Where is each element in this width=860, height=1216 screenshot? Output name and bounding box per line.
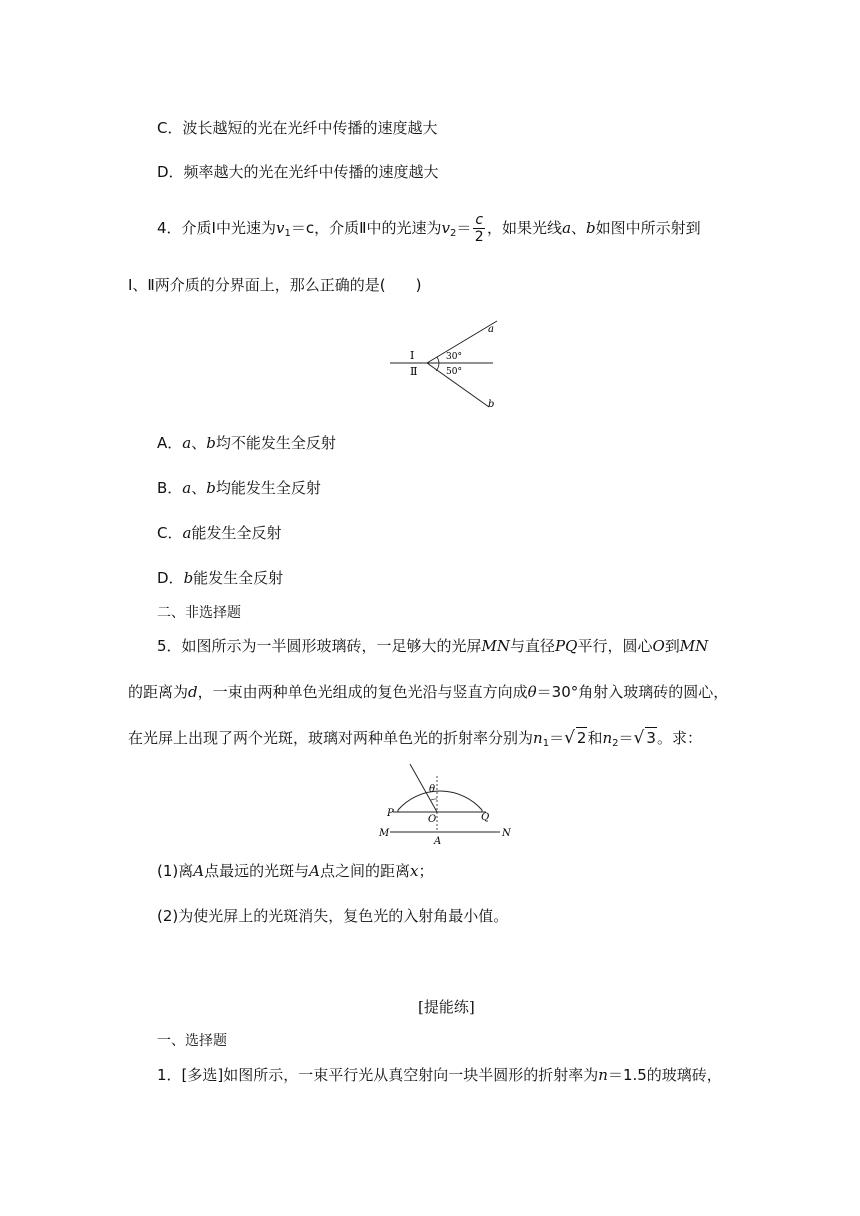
q5-line1 bbox=[157, 636, 708, 656]
q5-fig-m: M bbox=[379, 828, 390, 839]
q5-sub2: (2)为使光屏上的光斑消失，复色光的入射角最小值。 bbox=[157, 907, 509, 925]
q5-l3-end: 。求： bbox=[656, 729, 702, 747]
q4-mid: ，如果光线 bbox=[487, 219, 563, 237]
q5-l2-b: ，一束由两种单色光组成的复色光沿与竖直方向成 bbox=[197, 683, 528, 701]
q4-v1: v bbox=[275, 219, 285, 237]
q4-v1-sub: 1 bbox=[284, 228, 291, 239]
q5-l2-d: 角射入玻璃砖的圆心， bbox=[578, 683, 729, 701]
practice-q1-b: ＝1.5 bbox=[607, 1066, 647, 1084]
q5-fig-o: O bbox=[428, 814, 437, 825]
q4-eq-c: ＝c，介质Ⅱ中的光速为 bbox=[290, 219, 442, 237]
q5-and: 和 bbox=[587, 729, 603, 747]
q5-l2-a: 的距离为 bbox=[128, 683, 189, 701]
q5-a2: A bbox=[309, 862, 320, 880]
q4-opt-b-pre: B． bbox=[157, 479, 183, 497]
q4-option-a bbox=[157, 433, 336, 453]
q5-fig-theta: θ bbox=[429, 784, 436, 795]
q4-fig-ray-a: a bbox=[488, 324, 494, 335]
q4-opt-d-b: b bbox=[183, 569, 194, 587]
q4-opt-c-pre: C． bbox=[157, 524, 183, 542]
q4-opt-a-b: b bbox=[206, 434, 216, 452]
q3-option-c: C．波长越短的光在光纤中传播的速度越大 bbox=[157, 119, 438, 137]
q5-line2 bbox=[128, 682, 728, 702]
q5-theta: θ bbox=[527, 683, 537, 701]
q4-opt-b-end: 均能发生全反射 bbox=[215, 479, 321, 497]
q5-sub1-a: (1)离 bbox=[157, 862, 194, 880]
q4-option-b bbox=[157, 478, 321, 498]
q5-l1-b: 与直径 bbox=[510, 637, 556, 655]
q4-eq: ＝ bbox=[456, 219, 472, 237]
q4-fig-ang2: 50° bbox=[446, 367, 462, 377]
sqrt-icon: √ bbox=[633, 728, 645, 748]
q4-option-d bbox=[157, 568, 283, 588]
q4-opt-a-end: 均不能发生全反射 bbox=[215, 434, 336, 452]
q5-sub1-b: 点最远的光斑与 bbox=[204, 862, 310, 880]
q4-opt-a-mid: 、 bbox=[191, 434, 207, 452]
q4-fig-label2: Ⅱ bbox=[410, 365, 418, 378]
q4-ray-b: b bbox=[586, 219, 596, 237]
q5-eq1: ＝ bbox=[549, 729, 565, 747]
q4-ray-a: a bbox=[562, 219, 572, 237]
q4-frac-num: c bbox=[475, 212, 484, 228]
section-heading-choice: 一、选择题 bbox=[157, 1033, 227, 1049]
q5-l2-c: ＝30° bbox=[536, 683, 579, 701]
q5-line3 bbox=[128, 727, 702, 754]
q4-v2-sub: 2 bbox=[449, 228, 457, 239]
section-heading-nonchoice: 二、非选择题 bbox=[157, 605, 241, 621]
q5-n2: n bbox=[602, 729, 613, 747]
q5-fig-a: A bbox=[434, 836, 442, 847]
q4-opt-c-end: 能发生全反射 bbox=[191, 524, 282, 542]
q4-opt-d-end: 能发生全反射 bbox=[193, 569, 284, 587]
q5-x: x bbox=[409, 862, 419, 880]
q4-stem-line1 bbox=[157, 208, 701, 254]
sqrt-icon: √ bbox=[564, 728, 575, 748]
q4-fig-ang1: 30° bbox=[446, 352, 462, 362]
q5-fig-q: Q bbox=[481, 812, 490, 823]
q4-fig-label1: Ⅰ bbox=[410, 349, 415, 362]
q5-sub1 bbox=[157, 861, 433, 881]
q5-l1-a: 5．如图所示为一半圆形玻璃砖，一足够大的光屏 bbox=[157, 637, 482, 655]
q4-opt-a-pre: A． bbox=[157, 434, 183, 452]
q4-opt-d-pre: D． bbox=[157, 569, 184, 587]
practice-q1-c: 的玻璃砖， bbox=[646, 1066, 722, 1084]
q5-fig-n: N bbox=[502, 828, 511, 839]
q5-n1: n bbox=[533, 729, 543, 747]
q4-opt-a-a: a bbox=[182, 434, 192, 452]
q5-figure bbox=[370, 758, 520, 848]
q4-opt-b-b: b bbox=[206, 479, 216, 497]
practice-title: [提能练] bbox=[418, 998, 475, 1016]
practice-q1-n: n bbox=[598, 1066, 608, 1084]
q4-prefix: 4．介质Ⅰ中光速为 bbox=[157, 219, 276, 237]
q3-option-d: D．频率越大的光在光纤中传播的速度越大 bbox=[157, 163, 439, 181]
practice-q1 bbox=[157, 1065, 722, 1085]
q5-root2: 2 bbox=[576, 729, 587, 747]
q5-l3-a: 在光屏上出现了两个光斑，玻璃对两种单色光的折射率分别为 bbox=[128, 729, 534, 747]
q4-v2: v bbox=[441, 219, 450, 237]
q5-n1-sub: 1 bbox=[542, 738, 550, 749]
q5-mn: MN bbox=[481, 637, 511, 655]
q4-sep: 、 bbox=[571, 219, 587, 237]
q5-l1-c: 平行，圆心 bbox=[577, 637, 653, 655]
q4-opt-c-a: a bbox=[182, 524, 192, 542]
q5-eq2: ＝ bbox=[618, 729, 634, 747]
q5-a1: A bbox=[193, 862, 205, 880]
q4-option-c bbox=[157, 523, 281, 543]
q5-mn2: MN bbox=[679, 637, 709, 655]
q5-l1-d: 到 bbox=[664, 637, 680, 655]
q4-figure bbox=[385, 315, 505, 415]
q4-opt-b-a: a bbox=[182, 479, 192, 497]
q5-sub1-d: ； bbox=[418, 862, 434, 880]
q5-pq: PQ bbox=[555, 637, 578, 655]
q4-opt-b-mid: 、 bbox=[191, 479, 207, 497]
q4-fig-ray-b: b bbox=[488, 399, 495, 410]
q4-stem-line2: Ⅰ、Ⅱ两介质的分界面上，那么正确的是( ) bbox=[128, 276, 422, 294]
q4-frac-den: 2 bbox=[474, 229, 484, 245]
q5-o: O bbox=[652, 637, 665, 655]
q4-fraction bbox=[473, 212, 485, 245]
q5-root3: 3 bbox=[646, 729, 656, 747]
q5-fig-p: P bbox=[387, 808, 394, 819]
q5-d: d bbox=[188, 683, 198, 701]
q5-n2-sub: 2 bbox=[612, 738, 619, 749]
q4-end: 如图中所示射到 bbox=[595, 219, 701, 237]
practice-q1-a: 1．[多选]如图所示，一束平行光从真空射向一块半圆形的折射率为 bbox=[157, 1066, 599, 1084]
q5-sub1-c: 点之间的距离 bbox=[319, 862, 410, 880]
